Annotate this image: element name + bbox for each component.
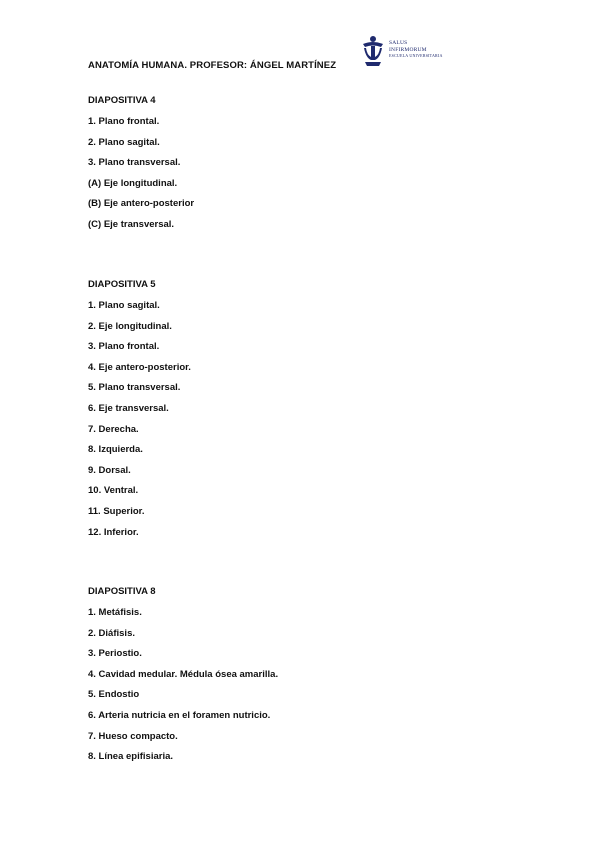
list-item: 1. Plano frontal. [88, 116, 160, 127]
logo-line: SALUS [389, 40, 408, 46]
section-title: DIAPOSITIVA 4 [88, 95, 156, 106]
logo-text [389, 40, 443, 60]
list-item: 11. Superior. [88, 505, 145, 517]
logo-line: INFIRMORUM [389, 46, 427, 53]
list-item: 3. Plano transversal. [88, 157, 181, 169]
section-diapositiva-8 [88, 586, 278, 772]
list-item: 1. Plano sagital. [88, 300, 160, 311]
list-item: 4. Cavidad medular. Médula ósea amarilla. [88, 668, 279, 680]
list-item: 3. Plano frontal. [88, 341, 160, 353]
list-item: (B) Eje antero-posterior [88, 198, 195, 210]
list-item: 1. Metáfisis. [88, 607, 142, 618]
list-item: (A) Eje longitudinal. [88, 177, 178, 189]
section-diapositiva-5 [88, 279, 191, 547]
list-item: 8. Izquierda. [88, 444, 143, 456]
institution-seal-icon [360, 34, 386, 68]
list-item: 8. Línea epifisiaria. [88, 751, 174, 763]
document-header: ANATOMÍA HUMANA. PROFESOR: ÁNGEL MARTÍNEZ [88, 60, 337, 71]
list-item: 6. Eje transversal. [88, 402, 169, 414]
list-item: 10. Ventral. [88, 485, 139, 497]
list-item: 9. Dorsal. [88, 464, 131, 476]
list-item: 2. Plano sagital. [88, 136, 160, 148]
list-item: 2. Diáfisis. [88, 627, 135, 639]
section-title: DIAPOSITIVA 5 [88, 279, 156, 290]
institution-logo [360, 34, 443, 68]
list-item: 6. Arteria nutricia en el foramen nutricio. [88, 709, 271, 721]
logo-line: ESCUELA UNIVERSITARIA [389, 53, 443, 58]
list-item: 7. Derecha. [88, 423, 139, 435]
list-item: 3. Periostio. [88, 648, 142, 660]
list-item: 5. Plano transversal. [88, 382, 181, 394]
section-title: DIAPOSITIVA 8 [88, 586, 156, 597]
list-item: 12. Inferior. [88, 526, 139, 538]
list-item: 4. Eje antero-posterior. [88, 361, 191, 373]
list-item: (C) Eje transversal. [88, 218, 175, 230]
section-diapositiva-4 [88, 95, 194, 240]
list-item: 7. Hueso compacto. [88, 730, 178, 742]
list-item: 5. Endostio [88, 689, 140, 701]
list-item: 2. Eje longitudinal. [88, 320, 172, 332]
